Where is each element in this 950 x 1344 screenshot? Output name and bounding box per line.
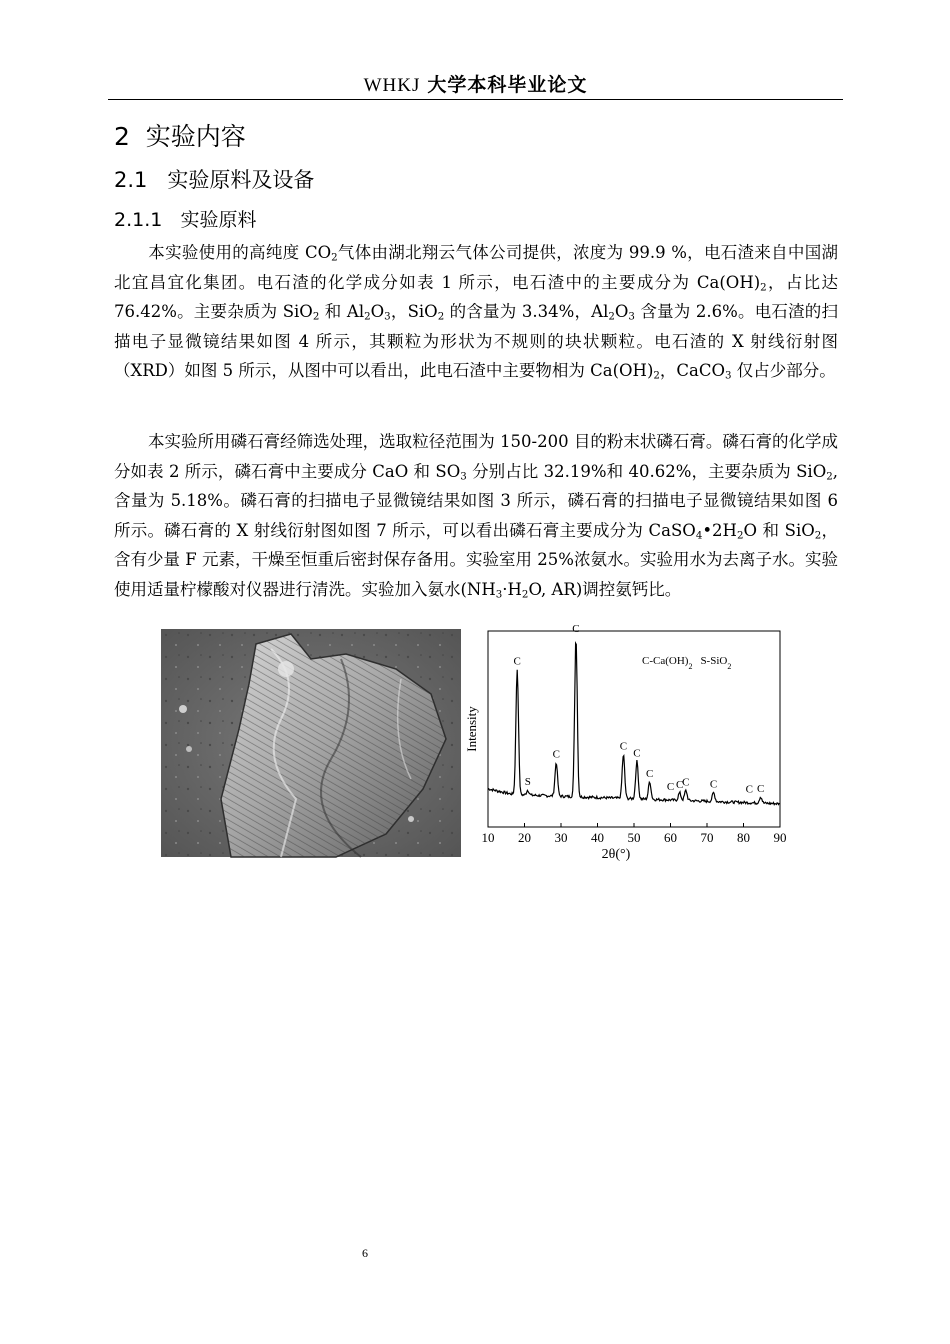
series-line xyxy=(488,643,779,804)
peak-label: C xyxy=(646,767,654,780)
sem-micrograph xyxy=(161,629,461,857)
peak-label: C xyxy=(572,622,580,635)
section-heading: 2.1 实验原料及设备 xyxy=(114,168,315,192)
x-axis-label: 2θ(°) xyxy=(601,847,631,862)
header-rule xyxy=(108,99,843,100)
peak-label: C xyxy=(619,740,628,753)
peak-label: C xyxy=(633,747,641,760)
peak-label: C xyxy=(513,655,521,668)
y-axis-label: Intensity xyxy=(464,706,479,752)
peak-label: C xyxy=(756,782,765,795)
x-ticks xyxy=(482,823,787,845)
header-title: 大学本科毕业论文 xyxy=(427,74,588,96)
chapter-heading: 2 实验内容 xyxy=(114,122,246,151)
peak-label: S xyxy=(524,776,531,789)
paragraph-carbide-slag: 本实验使用的高纯度 $CO_2$气体由湖北翔云气体公司提供，浓度为 99.9 %，电石渣来自中国湖北宜昌宜化集团。电石渣的化学成分如表 1 所示，电石渣中的主要成分为 $Ca(OH)_2$，占比达 76.42%。主要杂质为 SiO$_2$ 和 $Al_2O_3$，SiO$_2$ 的含量为 3.34%，$Al_2O_3$ 含量为 2.6%。电石渣的扫描电子显微镜结果如图 4 所示，其颗粒为形状为不规则的块状颗粒。电石渣的 X 射线衍射图（XRD）如图 5 所示，从图中可以看出，此电石渣中主要物相为 $Ca(OH)_2$，CaCO$_3$ 仅占少部分。 xyxy=(114,243,838,382)
x-tick-label: 20 xyxy=(518,830,531,845)
running-header xyxy=(108,70,843,97)
header-school-code: WHKJ xyxy=(363,75,421,96)
peak-label: C xyxy=(675,778,684,791)
page-number: 6 xyxy=(362,1246,368,1260)
xrd-chart xyxy=(462,622,792,862)
x-tick-label: 60 xyxy=(664,830,677,845)
x-tick-label: 30 xyxy=(554,830,568,845)
xrd-figure xyxy=(462,622,792,862)
subsection-heading: 2.1.1 实验原料 xyxy=(114,209,257,231)
paragraph-phosphogypsum: 本实验所用磷石膏经筛选处理，选取粒径范围为 150-200 目的粉末状磷石膏。磷石膏的化学成分如表 2 所示，磷石膏中主要成分 CaO 和 $SO_3$ 分别占比 32.19%和 40.62%，主要杂质为 SiO$_2$, 含量为 5.18%。磷石膏的扫描电子显微镜结果如图 3 所示，磷石膏的扫描电子显微镜结果如图 6 所示。磷石膏的 X 射线衍射图如图 7 所示，可以看出磷石膏主要成分为 $CaSO_4•2H_2O$ 和 SiO$_2$，含有少量 F 元素，干燥至恒重后密封保存备用。实验室用 25%浓氨水。实验用水为去离子水。实验使用适量柠檬酸对仪器进行清洗。实验加入氨水($NH_3\cdot H_2O$, AR)调控氨钙比。 xyxy=(114,432,839,601)
x-tick-label: 10 xyxy=(481,830,495,845)
peak-label: C xyxy=(745,783,754,796)
x-tick-label: 70 xyxy=(700,830,714,845)
sem-image xyxy=(161,629,461,857)
x-tick-label: 90 xyxy=(773,830,787,845)
peak-label: C xyxy=(552,748,560,761)
peak-label: C xyxy=(682,776,690,789)
peak-labels xyxy=(514,623,765,796)
peak-label: C xyxy=(666,781,675,793)
x-tick-label: 80 xyxy=(737,830,750,845)
x-tick-label: 50 xyxy=(627,830,641,845)
x-tick-label: 40 xyxy=(591,830,604,845)
legend: $C-Ca(OH)_2$ S-SiO$_2$ xyxy=(642,655,732,671)
peak-label: C xyxy=(709,778,718,791)
